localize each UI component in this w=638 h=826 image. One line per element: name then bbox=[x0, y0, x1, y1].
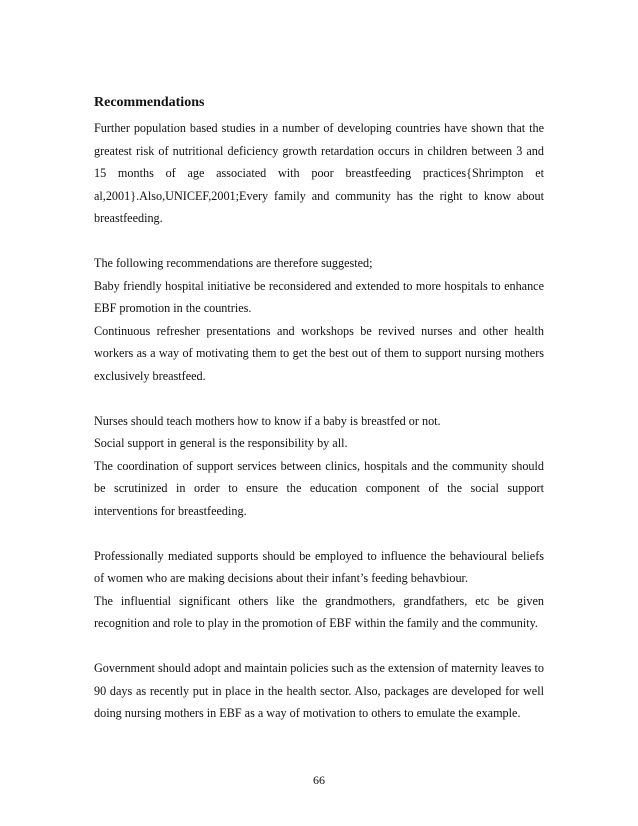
paragraph-gap bbox=[94, 230, 544, 253]
paragraph-gap bbox=[94, 635, 544, 658]
paragraph: Continuous refresher presentations and workshops be revived nurses and other health workers as a way of motivating them to get the best out of them to support nursing mothers exclusively breastfeed. bbox=[94, 323, 544, 383]
paragraph-gap bbox=[94, 522, 544, 545]
paragraph: Government should adopt and maintain policies such as the extension of maternity leaves to 90 days as recently put in place in the health sector. Also, packages are developed for well doing nursing mothers in EBF as a way of motivation to others to emulate the example. bbox=[94, 661, 544, 720]
section-heading: Recommendations bbox=[94, 95, 205, 110]
paragraph: Further population based studies in a number of developing countries have shown that the greatest risk of nutritional deficiency growth retardation occurs in children between 3 and 15 months of age associated with poor breastfeeding practices{Shrimpton et al,2001}.Also,UNICEF,2001;Every family and community has the right to know about breastfeeding. bbox=[94, 121, 544, 225]
paragraph: Nurses should teach mothers how to know if a baby is breastfed or not. bbox=[94, 413, 441, 428]
page-number: 66 bbox=[313, 773, 325, 787]
paragraph: Professionally mediated supports should be employed to influence the behavioural beliefs of women who are making decisions about their infant’s feeding behavbiour. bbox=[94, 548, 544, 585]
paragraph: The coordination of support services between clinics, hospitals and the community should be scrutinized in order to ensure the education component of the social support interventions for breastfeeding. bbox=[94, 458, 544, 518]
paragraph: The influential significant others like the grandmothers, grandfathers, etc be given recognition and role to play in the promotion of EBF within the family and the community. bbox=[94, 593, 544, 630]
paragraph-gap bbox=[94, 387, 544, 410]
paragraph: The following recommendations are therefore suggested; bbox=[94, 256, 373, 270]
paragraph: Social support in general is the responsibility by all. bbox=[94, 436, 348, 450]
paragraph: Baby friendly hospital initiative be reconsidered and extended to more hospitals to enhance EBF promotion in the countries. bbox=[94, 278, 544, 315]
body-text bbox=[94, 117, 544, 725]
page-content bbox=[94, 94, 544, 725]
